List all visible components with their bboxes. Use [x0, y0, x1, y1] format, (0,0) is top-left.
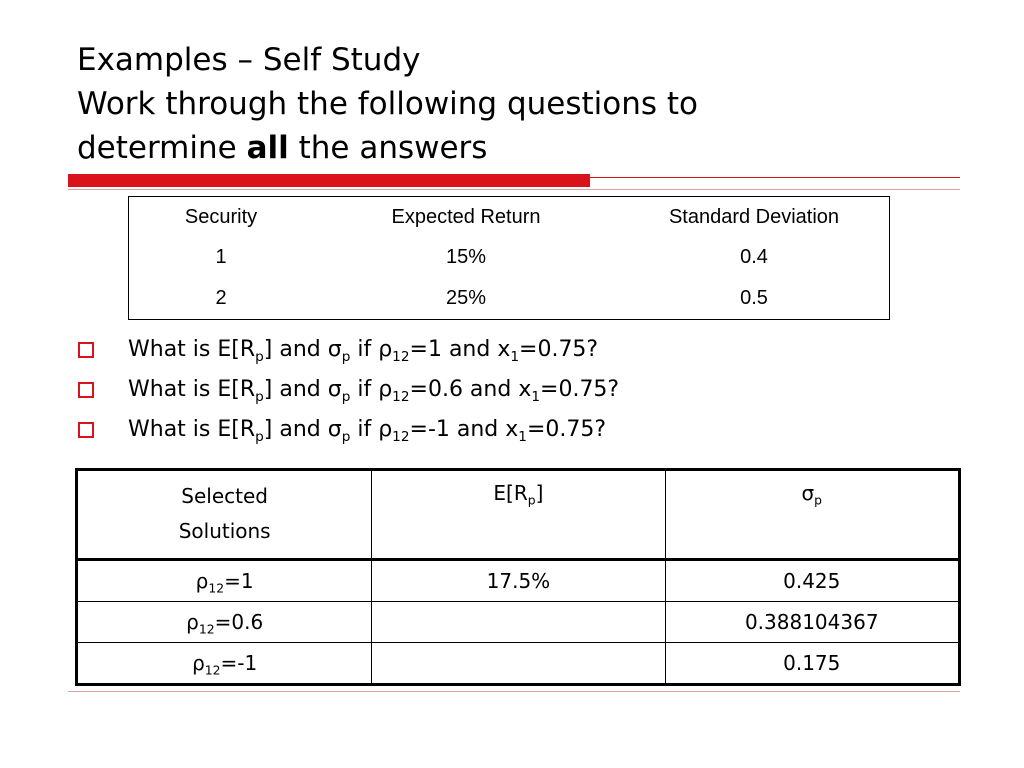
correlation-cell: $\rho_{12}=1$ — [77, 560, 372, 602]
title-line-3 — [77, 126, 698, 170]
title-underline-faint — [68, 189, 960, 190]
std-dev-cell: 0.425 — [665, 560, 959, 602]
title-underline-thin — [590, 177, 960, 178]
header-security: Security — [184, 205, 258, 228]
securities-row — [129, 238, 890, 279]
square-bullet-icon — [78, 382, 94, 398]
security-cell: 1 — [215, 246, 227, 269]
title-emphasis: all — [246, 130, 289, 166]
footer-rule — [68, 691, 960, 692]
securities-header-row — [129, 197, 890, 238]
title-line-3-post: the answers — [288, 130, 488, 166]
title-underline-thick — [68, 174, 590, 187]
expected-return-cell: 17.5% — [372, 560, 665, 602]
square-bullet-icon — [78, 422, 94, 438]
solution-row — [77, 643, 960, 685]
expected-return-cell — [372, 643, 665, 685]
expected-return-cell — [372, 602, 665, 643]
std-dev-cell: 0.388104367 — [665, 602, 959, 643]
title-line-2: Work through the following questions to — [77, 86, 699, 122]
solution-row — [77, 560, 960, 602]
question-item: What is $E[R_p]$ and $\sigma_p$ if $\rho_{12}=-1$ and $x_1=0.75$? — [78, 410, 619, 450]
standard-deviation-cell: 0.5 — [740, 287, 768, 310]
header-expected-portfolio-return: $E[R_p]$ — [372, 470, 665, 560]
title-line-3-pre: determine — [77, 130, 247, 166]
correlation-cell: $\rho_{12}=-1$ — [77, 643, 372, 685]
standard-deviation-cell: 0.4 — [740, 246, 768, 269]
header-standard-deviation: Standard Deviation — [668, 205, 840, 228]
header-expected-return: Expected Return — [391, 205, 541, 228]
title-line-1: Examples – Self Study — [77, 42, 421, 78]
solutions-table — [75, 468, 961, 686]
correlation-cell: $\rho_{12}=0.6$ — [77, 602, 372, 643]
question-list — [78, 330, 619, 450]
solution-row — [77, 602, 960, 643]
std-dev-cell: 0.175 — [665, 643, 959, 685]
square-bullet-icon — [78, 342, 94, 358]
securities-row — [129, 278, 890, 319]
security-cell: 2 — [215, 287, 227, 310]
question-item: What is $E[R_p]$ and $\sigma_p$ if $\rho_{12}=1$ and $x_1=0.75$? — [78, 330, 619, 370]
question-item: What is $E[R_p]$ and $\sigma_p$ if $\rho_{12}=0.6$ and $x_1=0.75$? — [78, 370, 619, 410]
expected-return-cell: 15% — [445, 246, 487, 269]
securities-table — [128, 196, 890, 320]
slide-title — [77, 38, 698, 170]
header-portfolio-sd: $\sigma_p$ — [665, 470, 959, 560]
solutions-header-row — [77, 470, 960, 560]
expected-return-cell: 25% — [445, 287, 487, 310]
header-selected-solutions: Selected Solutions — [77, 470, 372, 560]
